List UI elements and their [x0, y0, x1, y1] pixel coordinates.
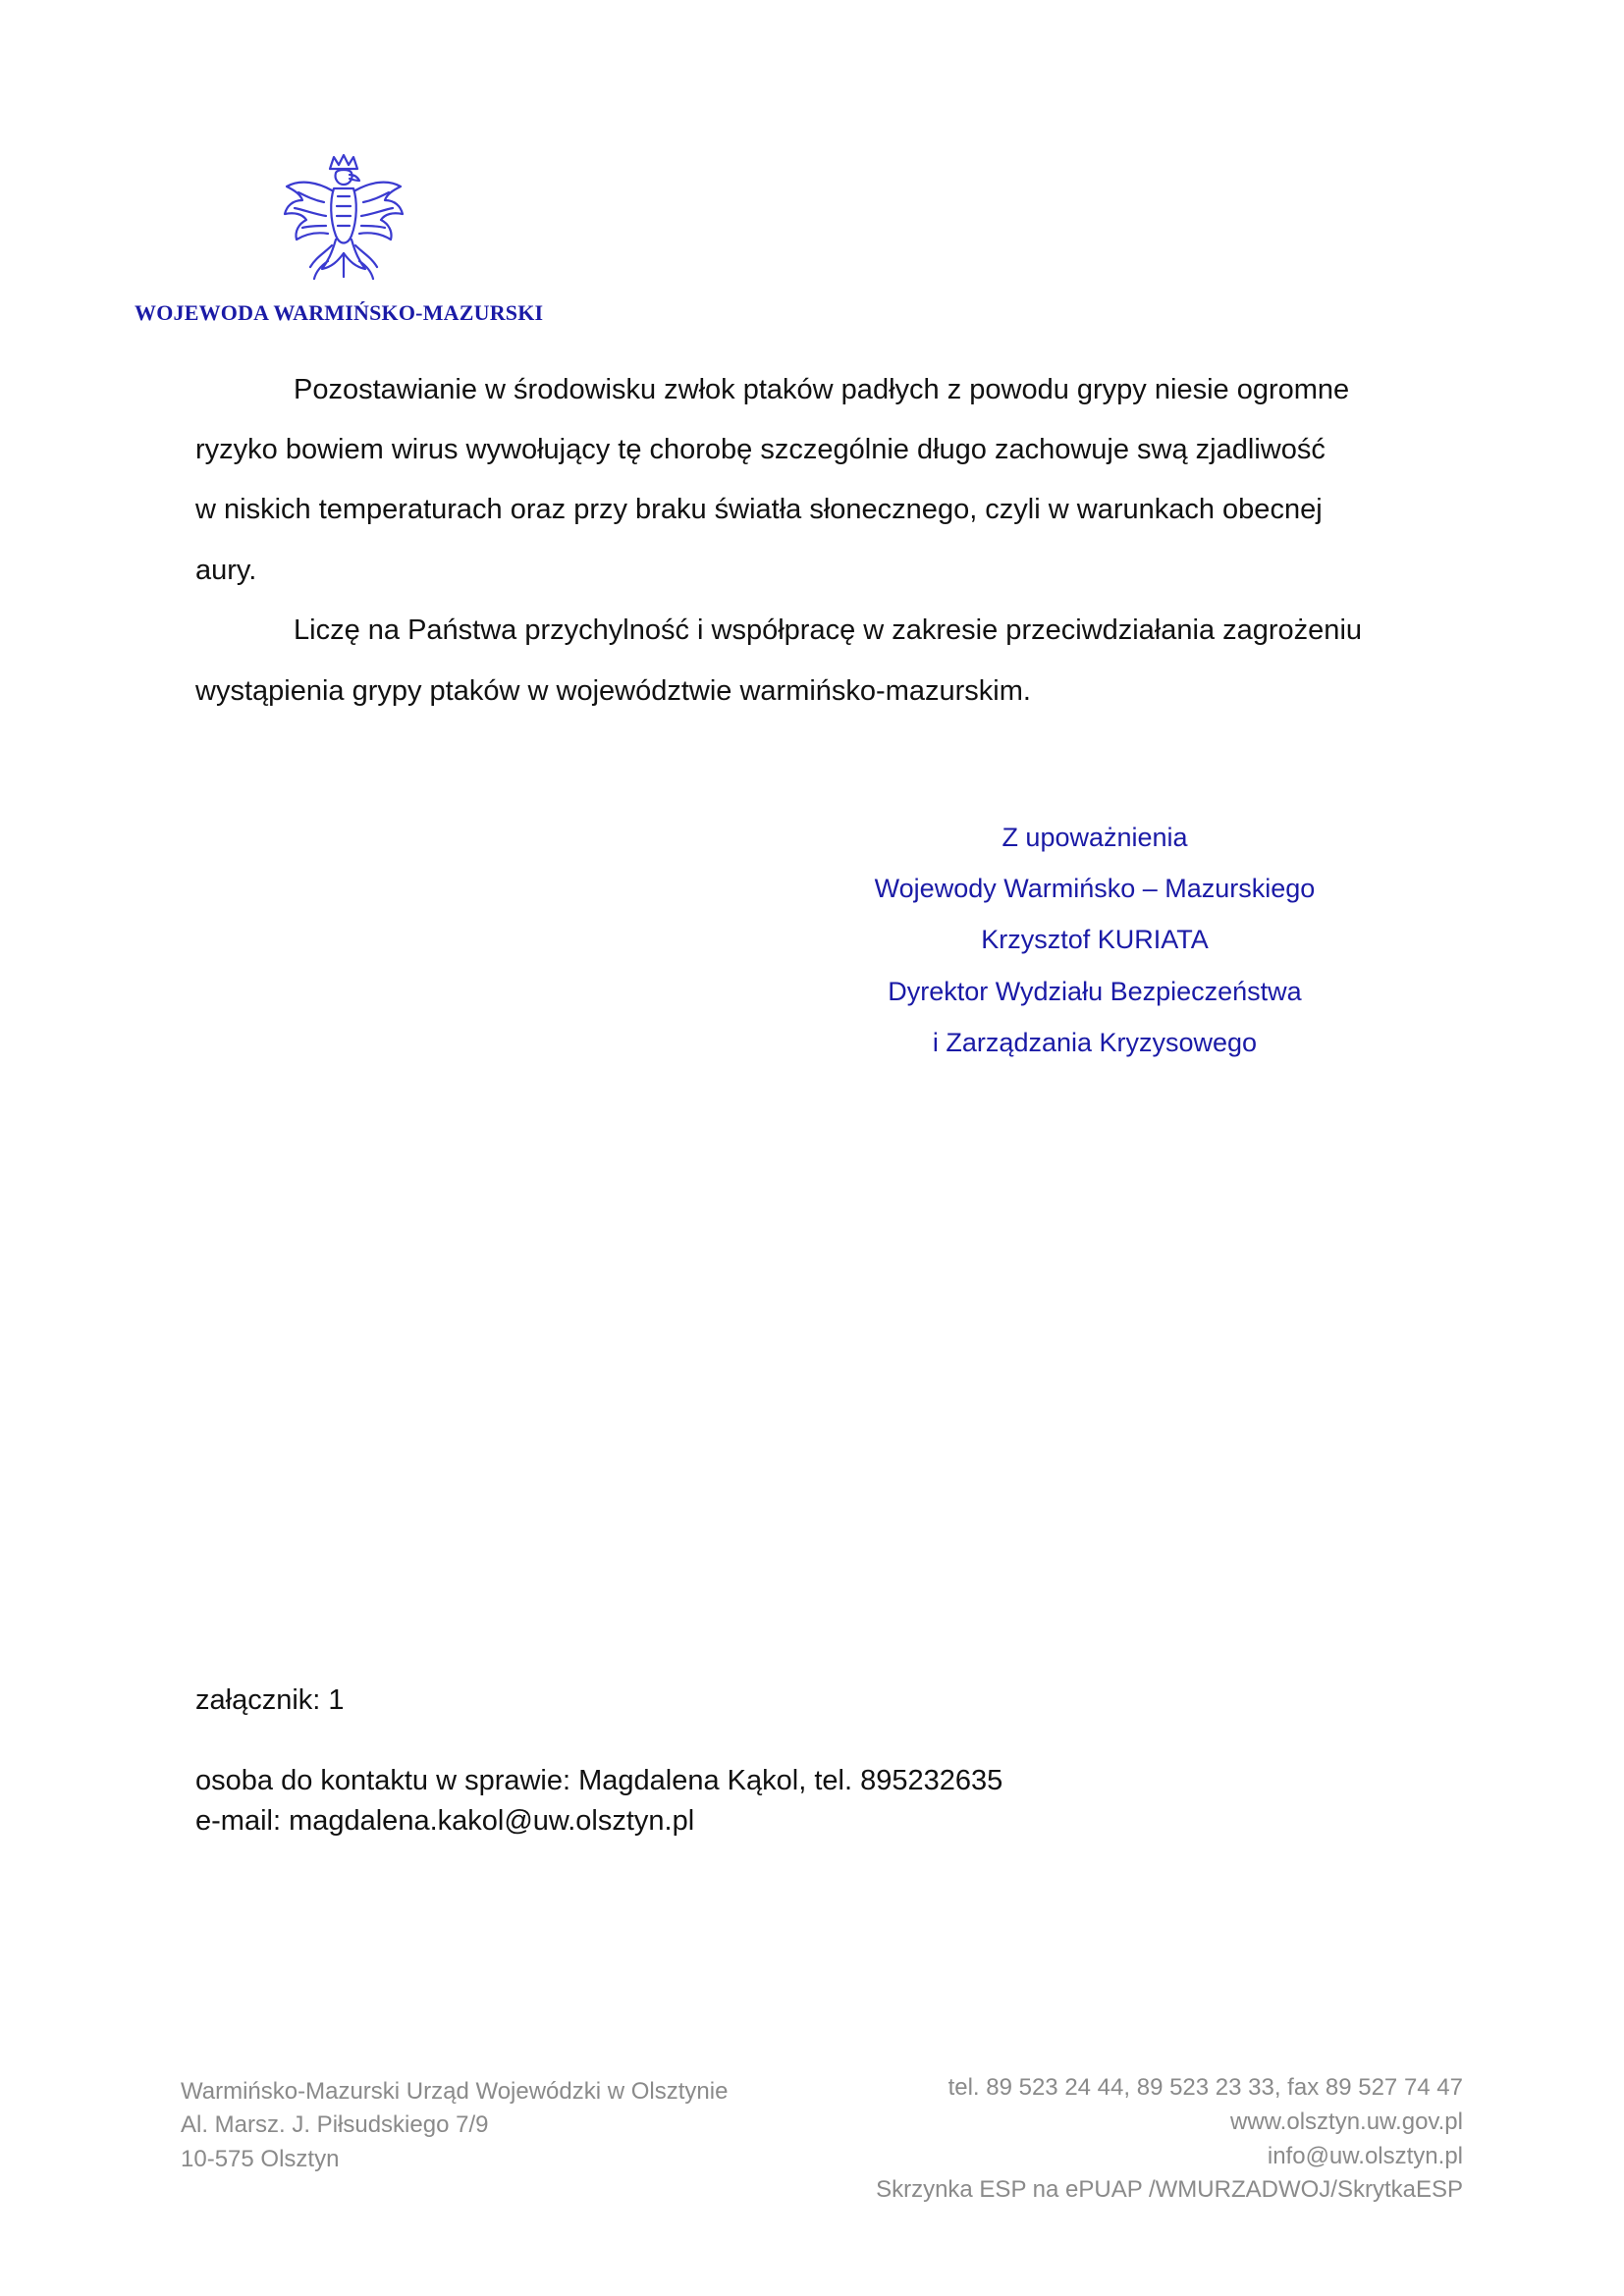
signature-line: Krzysztof KURIATA: [981, 925, 1209, 954]
body-line: wystąpienia grypy ptaków w województwie warmińsko-mazurskim.: [195, 675, 1031, 707]
footer-website: www.olsztyn.uw.gov.pl: [1230, 2109, 1463, 2135]
body-line: aury.: [195, 555, 257, 586]
footer-contact-line: tel. 89 523 24 44, 89 523 23 33, fax 89 527 74 47: [947, 2074, 1463, 2101]
contact-person: osoba do kontaktu w sprawie: Magdalena Kąkol, tel. 895232635: [195, 1765, 1003, 1796]
body-line: Liczę na Państwa przychylność i współpracę w zakresie przeciwdziałania zagrożeniu: [294, 614, 1363, 646]
attachment-note: załącznik: 1: [195, 1684, 345, 1716]
issuer-name: WOJEWODA WARMIŃSKO-MAZURSKI: [135, 300, 544, 325]
footer-epuap: Skrzynka ESP na ePUAP /WMURZADWOJ/SkrytkaESP: [876, 2176, 1463, 2203]
signature-line: i Zarządzania Kryzysowego: [932, 1028, 1258, 1057]
body-line: Pozostawianie w środowisku zwłok ptaków padłych z powodu grypy niesie ogromne: [294, 374, 1350, 405]
eagle-emblem-icon: [277, 151, 410, 294]
footer-address-line: Al. Marsz. J. Piłsudskiego 7/9: [181, 2111, 489, 2138]
footer-email: info@uw.olsztyn.pl: [1267, 2143, 1463, 2169]
body-line: w niskich temperaturach oraz przy braku światła słonecznego, czyli w warunkach obecnej: [195, 494, 1323, 525]
footer-address-line: Warmińsko-Mazurski Urząd Wojewódzki w Olsztynie: [181, 2078, 729, 2105]
body-line: ryzyko bowiem wirus wywołujący tę chorobę szczególnie długo zachowuje swą zjadliwość: [195, 434, 1326, 465]
signature-line: Z upoważnienia: [1001, 823, 1188, 852]
signature-line: Dyrektor Wydziału Bezpieczeństwa: [888, 977, 1302, 1006]
signature-line: Wojewody Warmińsko – Mazurskiego: [874, 874, 1316, 903]
contact-email: e-mail: magdalena.kakol@uw.olsztyn.pl: [195, 1805, 695, 1837]
footer-address-line: 10-575 Olsztyn: [181, 2146, 340, 2172]
